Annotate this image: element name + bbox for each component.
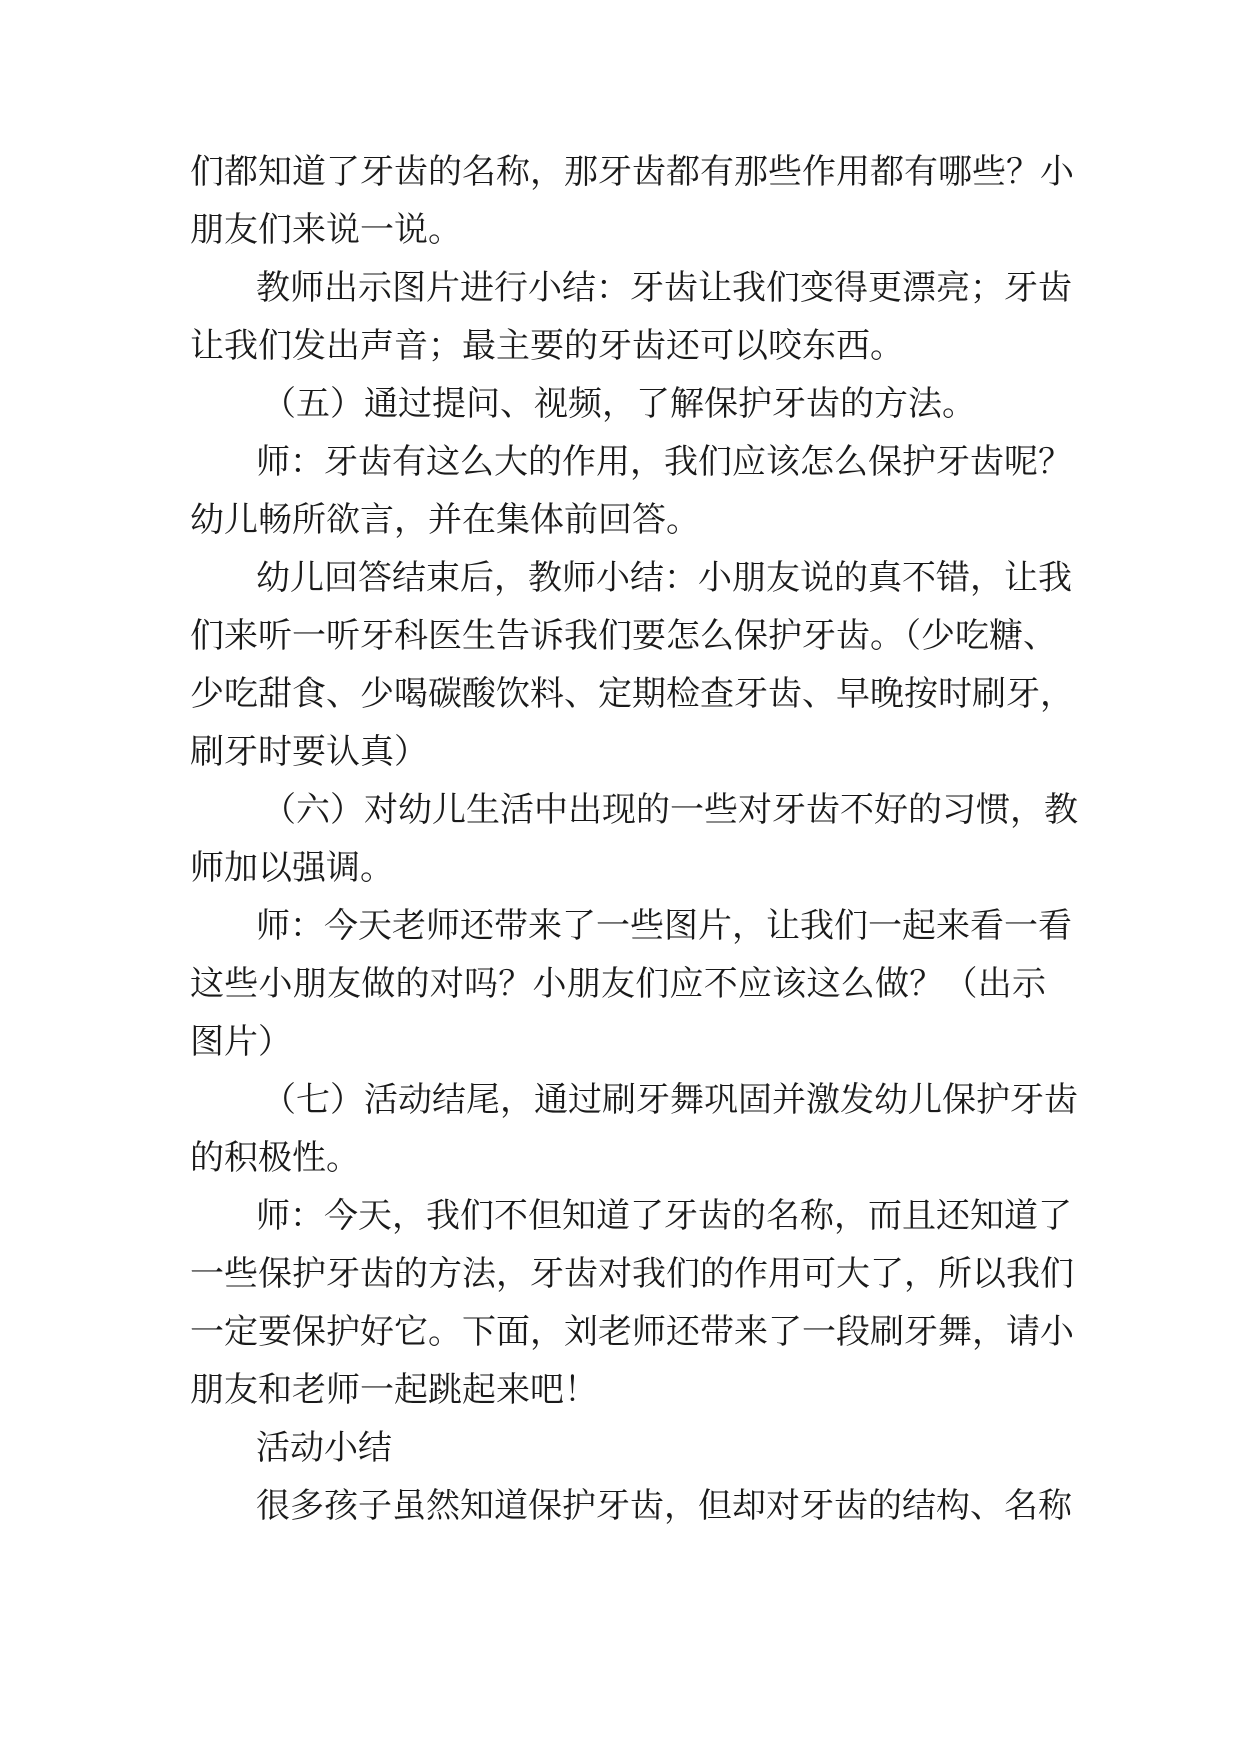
section-heading: （五）通过提问、视频，了解保护牙齿的方法。: [262, 384, 976, 424]
text-line: 师：牙齿有这么大的作用，我们应该怎么保护牙齿呢？: [256, 442, 1072, 482]
text-line: 一定要保护好它。下面，刘老师还带来了一段刷牙舞，请小: [190, 1312, 1074, 1352]
text-line: 们来听一听牙科医生告诉我们要怎么保护牙齿。（少吃糖、: [190, 616, 1057, 656]
text-line: 让我们发出声音；最主要的牙齿还可以咬东西。: [190, 326, 904, 366]
text-line: 朋友们来说一说。: [190, 210, 462, 250]
section-heading: （七）活动结尾，通过刷牙舞巩固并激发幼儿保护牙齿: [262, 1080, 1078, 1120]
text-line: 图片）: [190, 1022, 292, 1062]
text-line: 师：今天，我们不但知道了牙齿的名称，而且还知道了: [256, 1196, 1072, 1236]
text-line: 的积极性。: [190, 1138, 360, 1178]
section-heading: （六）对幼儿生活中出现的一些对牙齿不好的习惯，教: [262, 790, 1078, 830]
text-line: 少吃甜食、少喝碳酸饮料、定期检查牙齿、早晚按时刷牙，: [190, 674, 1074, 714]
text-line: 教师出示图片进行小结：牙齿让我们变得更漂亮；牙齿: [256, 268, 1072, 308]
text-line: 们都知道了牙齿的名称，那牙齿都有那些作用都有哪些？小: [190, 152, 1074, 192]
text-line: 幼儿回答结束后，教师小结：小朋友说的真不错，让我: [256, 558, 1072, 598]
text-line: 很多孩子虽然知道保护牙齿，但却对牙齿的结构、名称: [256, 1486, 1072, 1526]
section-heading: 活动小结: [256, 1428, 392, 1468]
text-line: 幼儿畅所欲言，并在集体前回答。: [190, 500, 700, 540]
text-line: 一些保护牙齿的方法，牙齿对我们的作用可大了，所以我们: [190, 1254, 1074, 1294]
text-line: 师加以强调。: [190, 848, 394, 888]
text-line: 刷牙时要认真）: [190, 732, 428, 772]
text-line: 这些小朋友做的对吗？小朋友们应不应该这么做？（出示: [190, 964, 1046, 1004]
text-line: 朋友和老师一起跳起来吧！: [190, 1370, 598, 1410]
text-line: 师：今天老师还带来了一些图片，让我们一起来看一看: [256, 906, 1072, 946]
